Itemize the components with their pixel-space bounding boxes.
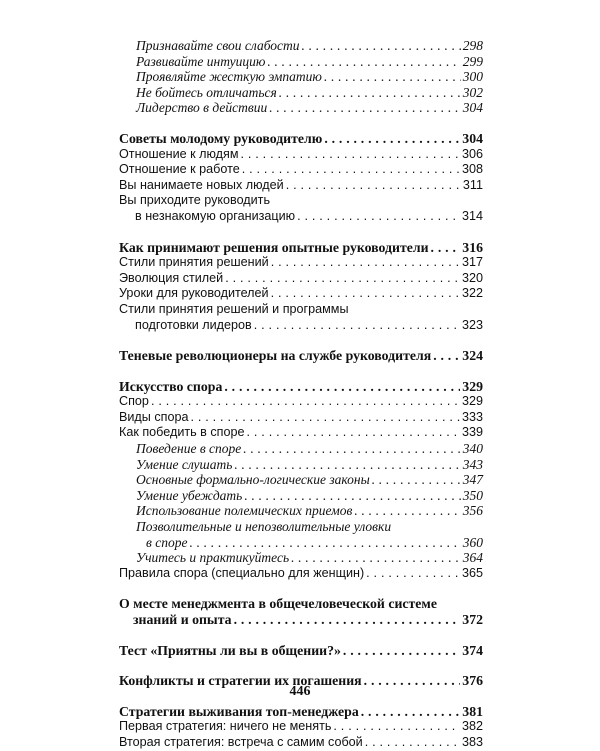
toc-section-page: 381 <box>462 703 483 719</box>
toc-entry-continuation <box>119 535 483 551</box>
toc-entry-title-line2: подготовки лидеров <box>135 317 252 332</box>
toc-entry[interactable] <box>119 54 483 70</box>
leader-dots <box>433 348 460 364</box>
toc-entry-title-line2: в споре <box>146 534 188 550</box>
toc-entry-page: 382 <box>461 719 483 734</box>
toc-entry-page: 340 <box>462 441 483 457</box>
leader-dots <box>269 100 461 116</box>
leader-dots <box>234 457 460 473</box>
toc-entry[interactable] <box>119 566 483 582</box>
section-gap <box>119 364 483 379</box>
toc-sub-entry[interactable] <box>119 472 483 488</box>
toc-entry-page: 322 <box>461 286 483 301</box>
toc-entry-title: Вторая стратегия: встреча с самим собой <box>119 734 363 749</box>
toc-entry-page: 306 <box>461 146 483 161</box>
leader-dots <box>244 488 460 504</box>
toc-entry-page: 343 <box>462 456 483 472</box>
toc-sub-entry[interactable] <box>119 441 483 457</box>
toc-entry-title: Учитесь и практикуйтесь <box>136 550 290 566</box>
toc-entry-title: Отношение к людям <box>119 146 239 161</box>
leader-dots <box>333 719 460 735</box>
leader-dots <box>254 318 460 334</box>
leader-dots <box>151 394 460 410</box>
toc-entry[interactable] <box>119 735 483 751</box>
toc-entry-title: Первая стратегия: ничего не менять <box>119 719 332 734</box>
toc-entry-title: Как победить в споре <box>119 425 245 440</box>
toc-entry[interactable] <box>119 38 483 54</box>
toc-section-title: Искусство спора <box>119 378 223 394</box>
toc-section-heading-multiline[interactable] <box>119 596 483 627</box>
toc-entry[interactable] <box>119 69 483 85</box>
toc-section-heading[interactable] <box>119 131 483 147</box>
toc-section-page: 304 <box>462 130 483 146</box>
table-of-contents <box>119 38 483 751</box>
leader-dots <box>286 178 461 194</box>
toc-entry-title: Стили принятия решений <box>119 255 269 270</box>
toc-section-heading[interactable] <box>119 643 483 659</box>
section-gap <box>119 225 483 240</box>
toc-entry[interactable] <box>119 719 483 735</box>
toc-section-title: Конфликты и стратегии их погашения <box>119 673 362 689</box>
toc-entry-page: 360 <box>462 534 483 550</box>
toc-section-title: Теневые революционеры на службе руководителя <box>119 348 432 364</box>
toc-section-heading[interactable] <box>119 704 483 720</box>
leader-dots <box>365 735 460 751</box>
toc-section-page: 329 <box>462 378 483 394</box>
toc-entry[interactable] <box>119 85 483 101</box>
toc-sub-entry[interactable] <box>119 503 483 519</box>
leader-dots <box>343 643 460 659</box>
toc-entry[interactable] <box>119 425 483 441</box>
toc-entry[interactable] <box>119 271 483 287</box>
leader-dots <box>224 379 460 395</box>
toc-section-title-line2: знаний и опыта <box>133 612 232 627</box>
toc-section-title: Тест «Приятны ли вы в общении?» <box>119 642 341 658</box>
toc-entry-page: 300 <box>462 69 483 85</box>
toc-sub-entry[interactable] <box>119 550 483 566</box>
toc-entry[interactable] <box>119 394 483 410</box>
toc-entry-multiline[interactable] <box>119 302 483 333</box>
toc-section-title-line1: О месте менеджмента в общечеловеческой системе <box>119 596 437 612</box>
leader-dots <box>240 147 460 163</box>
toc-entry-page: 298 <box>462 38 483 53</box>
leader-dots <box>234 612 461 628</box>
toc-entry-title: Основные формально-логические законы <box>136 472 370 488</box>
toc-entry-page: 339 <box>461 425 483 440</box>
toc-entry[interactable] <box>119 162 483 178</box>
toc-entry-title: Лидерство в действии <box>136 100 268 116</box>
toc-entry-title: Уроки для руководителей <box>119 286 269 301</box>
toc-entry-title-line1: Позволительные и непозволительные уловки <box>136 519 392 535</box>
leader-dots <box>324 131 460 147</box>
toc-entry-title: Не бойтесь отличаться <box>136 84 277 100</box>
toc-entry-page: 350 <box>462 487 483 503</box>
toc-section-page: 372 <box>462 612 483 627</box>
toc-entry-title: Вы нанимаете новых людей <box>119 177 284 192</box>
toc-entry-page: 308 <box>461 162 483 177</box>
toc-entry-title: Признавайте свои слабости <box>136 38 300 53</box>
toc-entry-title: Умение убеждать <box>136 487 243 503</box>
toc-entry-continuation <box>119 209 483 225</box>
toc-entry-page: 329 <box>461 394 483 409</box>
toc-section-page: 316 <box>462 239 483 255</box>
leader-dots <box>225 271 460 287</box>
toc-entry-title-line1: Стили принятия решений и программы <box>119 301 349 316</box>
toc-entry-page: 314 <box>461 208 483 223</box>
toc-entry-page: 365 <box>461 565 483 580</box>
toc-entry-title: Поведение в споре <box>136 441 242 457</box>
toc-entry-page: 299 <box>462 53 483 69</box>
toc-entry-title: Эволюция стилей <box>119 270 224 285</box>
toc-entry[interactable] <box>119 178 483 194</box>
toc-entry-page: 311 <box>462 177 483 192</box>
toc-entry-title: Правила спора (специально для женщин) <box>119 565 365 580</box>
toc-entry-page: 320 <box>461 270 483 285</box>
leader-dots <box>431 240 461 256</box>
toc-entry-title-line2: в незнакомую организацию <box>135 208 296 223</box>
leader-dots <box>324 69 461 85</box>
leader-dots <box>247 425 460 441</box>
leader-dots <box>242 162 460 178</box>
toc-section-heading[interactable] <box>119 348 483 364</box>
toc-section-heading[interactable] <box>119 240 483 256</box>
leader-dots <box>291 550 461 566</box>
toc-entry-title: Спор <box>119 394 149 409</box>
leader-dots <box>366 566 460 582</box>
toc-entry-title: Проявляйте жесткую эмпатию <box>136 69 322 85</box>
leader-dots <box>302 38 461 54</box>
toc-entry[interactable] <box>119 286 483 302</box>
toc-entry-title-line1: Вы приходите руководить <box>119 193 271 208</box>
toc-entry[interactable] <box>119 100 483 116</box>
leader-dots <box>243 441 460 457</box>
toc-entry-page: 304 <box>462 100 483 116</box>
toc-entry[interactable] <box>119 410 483 426</box>
toc-section-continuation <box>119 612 483 628</box>
leader-dots <box>189 535 460 551</box>
toc-sub-entry[interactable] <box>119 457 483 473</box>
leader-dots <box>267 54 460 70</box>
toc-entry-multiline[interactable] <box>119 193 483 224</box>
section-gap <box>119 116 483 131</box>
leader-dots <box>297 209 460 225</box>
toc-section-page: 376 <box>462 673 483 689</box>
section-gap <box>119 628 483 643</box>
toc-entry-title: Использование полемических приемов <box>136 503 353 519</box>
toc-entry-title: Виды спора <box>119 409 189 424</box>
toc-section-title: Как принимают решения опытные руководители <box>119 239 429 255</box>
toc-entry-page: 302 <box>462 84 483 100</box>
toc-entry-title: Отношение к работе <box>119 162 240 177</box>
toc-entry-title: Умение слушать <box>136 456 233 472</box>
toc-entry-page: 347 <box>462 472 483 488</box>
toc-entry-page: 333 <box>461 409 483 424</box>
section-gap <box>119 581 483 596</box>
toc-entry-continuation <box>119 318 483 334</box>
leader-dots <box>279 85 461 101</box>
section-gap <box>119 658 483 673</box>
leader-dots <box>271 286 460 302</box>
toc-section-heading[interactable] <box>119 379 483 395</box>
toc-entry-page: 383 <box>461 734 483 749</box>
toc-entry[interactable] <box>119 255 483 271</box>
toc-sub-entry-multiline[interactable] <box>119 519 483 550</box>
toc-section-title: Стратегии выживания топ-менеджера <box>119 703 359 719</box>
toc-entry-page: 317 <box>461 255 483 270</box>
leader-dots <box>354 503 460 519</box>
leader-dots <box>271 255 460 271</box>
toc-section-page: 324 <box>462 348 483 364</box>
page-number: 446 <box>289 684 311 699</box>
toc-entry-page: 323 <box>461 317 483 332</box>
section-gap <box>119 333 483 348</box>
toc-entry-page: 356 <box>462 503 483 519</box>
toc-entry-page: 364 <box>462 550 483 566</box>
toc-section-title: Советы молодому руководителю <box>119 130 323 146</box>
toc-entry[interactable] <box>119 147 483 163</box>
leader-dots <box>190 410 460 426</box>
leader-dots <box>361 704 461 720</box>
toc-section-page: 374 <box>462 642 483 658</box>
toc-sub-entry[interactable] <box>119 488 483 504</box>
toc-entry-title: Развивайте интуицию <box>136 53 266 69</box>
leader-dots <box>372 472 461 488</box>
